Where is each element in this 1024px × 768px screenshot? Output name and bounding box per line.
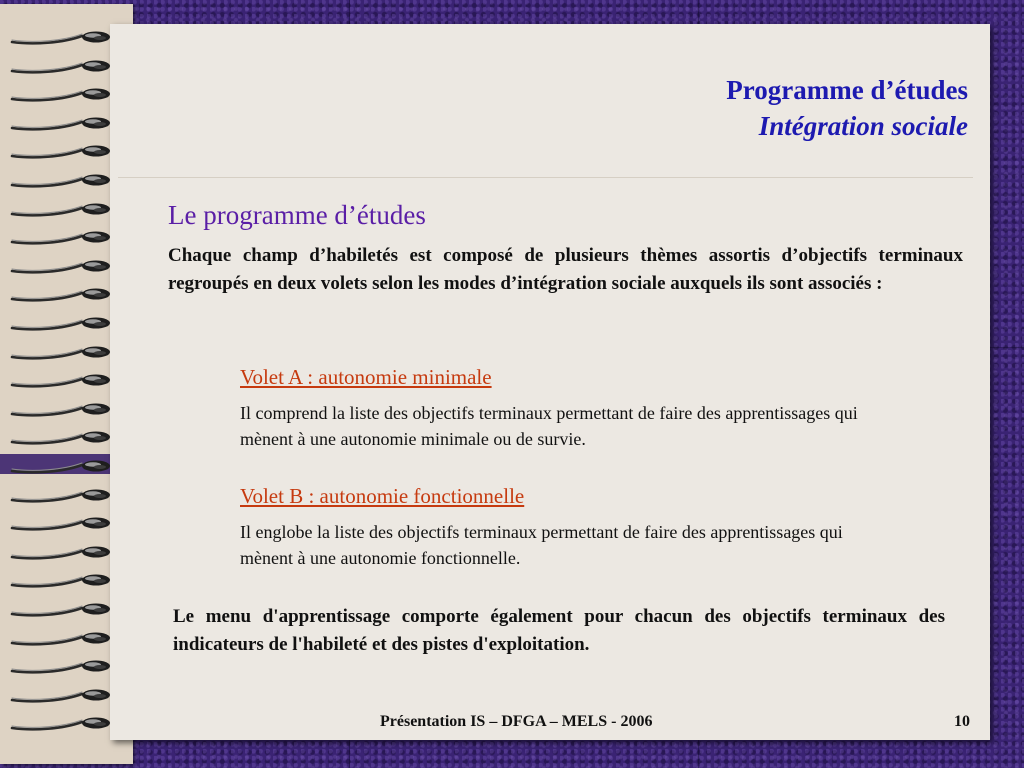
spiral-ring-icon [8,600,118,620]
spiral-ring-icon [8,514,118,534]
spiral-ring-icon [8,257,118,277]
spiral-ring-icon [8,28,118,48]
spiral-binding-icon [8,28,118,743]
spiral-ring-icon [8,657,118,677]
spiral-ring-icon [8,629,118,649]
spiral-ring-icon [8,171,118,191]
slide-footer: Présentation IS – DFGA – MELS - 2006 [380,713,653,730]
volet-a-text: Il comprend la liste des objectifs terminaux permettant de faire des apprentissages qui mènent à une autonomie minimale ou de survie. [240,403,858,449]
spiral-ring-icon [8,200,118,220]
spiral-ring-icon [8,400,118,420]
spiral-ring-icon [8,343,118,363]
spiral-ring-icon [8,486,118,506]
page-number: 10 [954,713,970,730]
spiral-ring-icon [8,314,118,334]
closing-paragraph: Le menu d'apprentissage comporte également pour chacun des objectifs terminaux des indicateurs de l'habileté et des pistes d'exploitation. [173,606,945,655]
spiral-ring-icon [8,543,118,563]
spiral-ring-icon [8,371,118,391]
title-divider [118,177,973,178]
spiral-ring-icon [8,142,118,162]
intro-paragraph: Chaque champ d’habiletés est composé de plusieurs thèmes assortis d’objectifs terminaux regroupés en deux volets selon les modes d’intégration sociale auxquels ils sont associés : [168,245,963,294]
spiral-ring-icon [8,457,118,477]
spiral-ring-icon [8,228,118,248]
spiral-ring-icon [8,714,118,734]
spiral-ring-icon [8,285,118,305]
title-line-1: Programme d’études [726,75,968,105]
spiral-ring-icon [8,571,118,591]
spiral-ring-icon [8,114,118,134]
volet-b-title: Volet B : autonomie fonctionnelle [240,484,525,508]
volet-a-title: Volet A : autonomie minimale [240,365,492,389]
spiral-ring-icon [8,686,118,706]
spiral-ring-icon [8,85,118,105]
spiral-ring-icon [8,57,118,77]
section-heading: Le programme d’études [168,200,426,230]
volet-b-text: Il englobe la liste des objectifs terminaux permettant de faire des apprentissages qui mènent à une autonomie fonctionnelle. [240,522,843,568]
spiral-ring-icon [8,428,118,448]
slide-title [726,72,968,144]
title-line-2: Intégration sociale [758,111,968,141]
